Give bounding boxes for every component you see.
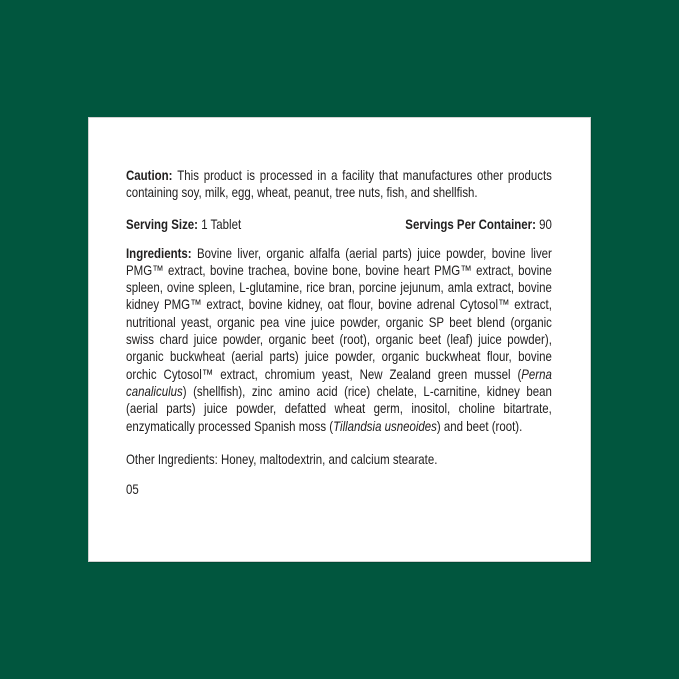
ingredients-text: Ingredients: Bovine liver, organic alfalfa (aerial parts) juice powder, bovine liver PMG™ extract, bovine trachea, bovine bone, bovine heart PMG™ extract, bovine spleen, ovine spleen, L-glutamine, rice bran, porcine jejunum, amla extract, bovine kidney PMG™ extract, bovine kidney, oat flour, bovine adrenal Cytosol™ extract, nutritional yeast, organic pea vine juice powder, organic SP beet blend (organic swiss chard juice powder, organic beet (root), organic beet (leaf) juice powder), organic buckwheat (aerial parts) juice powder, organic buckwheat flour, bovine orchic Cytosol™ extract, chromium yeast, New Zealand green mussel (Perna canaliculus) (shellfish), zinc amino acid (rice) chelate, L-carnitine, kidney bean (aerial parts) juice powder, defatted wheat germ, inositol, choline bitartrate, enzymatically processed Spanish moss (Tillandsia usneoides) and beet (root). xyxy=(126,244,552,434)
label-card xyxy=(88,117,591,562)
lot-number: 05 xyxy=(126,481,139,498)
serving-size-text: Serving Size: 1 Tablet xyxy=(126,215,242,232)
serving-row xyxy=(126,216,552,233)
other-ingredients-text: Other Ingredients: Honey, maltodextrin, and calcium stearate. xyxy=(126,450,438,467)
caution-text: Caution: This product is processed in a facility that manufactures other products containing soy, milk, egg, wheat, peanut, tree nuts, fish, and shellfish. xyxy=(126,167,552,201)
servings-per-container-text: Servings Per Container: 90 xyxy=(405,215,552,232)
